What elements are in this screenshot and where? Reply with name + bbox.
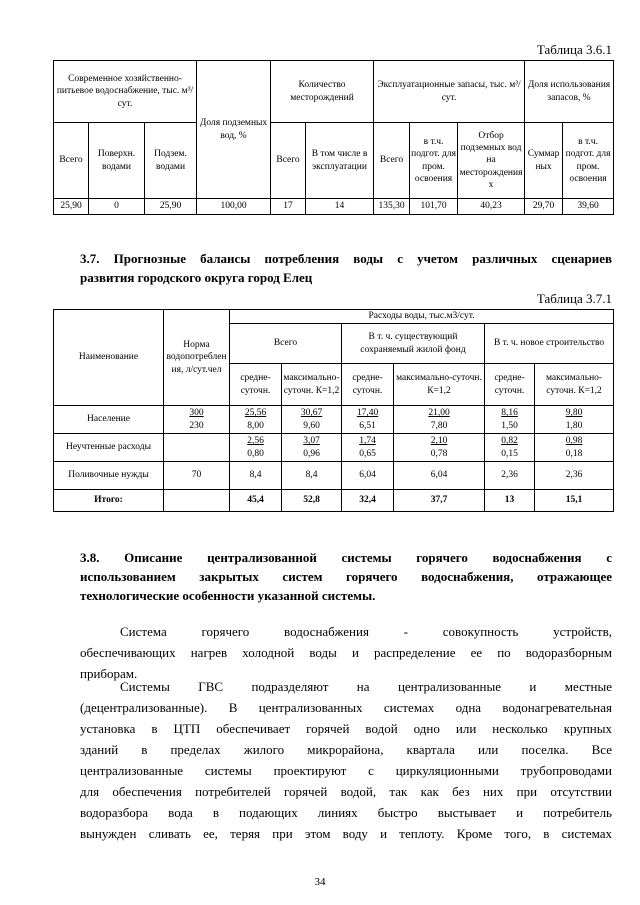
table-cell: 3,07 0,96 (282, 434, 342, 462)
subheader-cell: Отбор подземных вод на месторождениях (458, 123, 525, 199)
subheader-cell: Всего (374, 123, 410, 199)
text-line: зданий в пределах жилого микрорайона, квартала или поселка. Все (80, 742, 612, 757)
table-cell (164, 490, 230, 512)
heading-line: 3.7. Прогнозные балансы потребления воды с учетом различных сценариев (80, 251, 612, 266)
header-new-construction: В т. ч. новое строительство (485, 324, 614, 364)
row-name: Поливочные нужды (54, 462, 164, 490)
header-water-expenses: Расходы воды, тыс.м3/сут. (230, 310, 614, 324)
table-cell: 2,56 0,80 (230, 434, 282, 462)
table-cell: 8,4 (282, 462, 342, 490)
header-underground-share: Доля подземных вод, % (197, 61, 271, 199)
table-cell: 17,40 6,51 (342, 406, 394, 434)
header-daily-average: средне-суточн. (342, 364, 394, 406)
subheader-cell: в т.ч. подгот. для пром. освоения (410, 123, 458, 199)
table-cell: 29,70 (525, 199, 563, 215)
section-3-7-heading (80, 249, 612, 287)
header-daily-max: максимально-суточн. К=1,2 (282, 364, 342, 406)
header-reserves-usage: Доля использования запасов, % (525, 61, 614, 123)
table-cell: 25,90 (145, 199, 197, 215)
table-cell: 14 (306, 199, 374, 215)
row-name: Итого: (54, 490, 164, 512)
header-operational-reserves: Эксплуатационные запасы, тыс. м³/сут. (374, 61, 525, 123)
table-cell: 17 (271, 199, 306, 215)
table-row (54, 434, 614, 462)
table-cell: 0 (89, 199, 145, 215)
header-deposits-count: Количество месторождений (271, 61, 374, 123)
section-3-8-heading (80, 548, 612, 605)
table-row (54, 406, 614, 434)
table-cell: 101,70 (410, 199, 458, 215)
table-cell: 2,36 (485, 462, 535, 490)
heading-line: развития городского округа город Елец (80, 270, 313, 285)
table-cell: 39,60 (563, 199, 614, 215)
row-name: Население (54, 406, 164, 434)
header-daily-average: средне-суточн. (485, 364, 535, 406)
table-cell: 2,36 (535, 462, 614, 490)
text-line: приборам. (80, 666, 138, 681)
header-water-supply: Современное хозяйственно-питьевое водоснабжение, тыс. м³/сут. (54, 61, 197, 123)
table-cell: 8,16 1,50 (485, 406, 535, 434)
table-cell: 6,04 (342, 462, 394, 490)
table-row (54, 462, 614, 490)
table-cell: 25,90 (54, 199, 89, 215)
table-cell: 8,4 (230, 462, 282, 490)
page-number: 34 (314, 876, 326, 888)
text-line: централизованные системы проектируют с циркуляционными трубопроводами (80, 763, 612, 778)
table-cell: 37,7 (394, 490, 485, 512)
text-line: установка в ЦТП обеспечивает горячей водой одно или несколько крупных (80, 721, 612, 736)
header-daily-max: максимально-суточн. К=1,2 (394, 364, 485, 406)
table-cell: 40,23 (458, 199, 525, 215)
header-total: Всего (230, 324, 342, 364)
header-daily-average: средне-суточн. (230, 364, 282, 406)
table-3-7-1-caption: Таблица 3.7.1 (536, 291, 612, 306)
table-cell: 0,82 0,15 (485, 434, 535, 462)
text-line: обеспечивающих нагрев холодной воды и распределение ее по водоразборным (80, 645, 612, 660)
table-cell: 135,30 (374, 199, 410, 215)
heading-line: использованием закрытых систем горячего водоснабжения, отражающее (80, 569, 612, 584)
table-3-6-1-caption: Таблица 3.6.1 (536, 42, 612, 57)
table-cell: 32,4 (342, 490, 394, 512)
table-cell: 45,4 (230, 490, 282, 512)
table-total-row (54, 490, 614, 512)
text-line: Система горячего водоснабжения - совокупность устройств, (120, 624, 612, 639)
table-cell: 9,80 1,80 (535, 406, 614, 434)
text-line: вынужден сливать ее, теряя при этом воду и теплоту. Кроме того, в системах (80, 826, 612, 841)
subheader-cell: Всего (271, 123, 306, 199)
header-daily-max: максимально-суточн. К=1,2 (535, 364, 614, 406)
table-cell: 30,67 9,60 (282, 406, 342, 434)
table-cell: 6,04 (394, 462, 485, 490)
table-cell: 0,98 0,18 (535, 434, 614, 462)
subheader-cell: в т.ч. подгот. для пром. освоения (563, 123, 614, 199)
header-name: Наименование (54, 310, 164, 406)
subheader-cell: В том числе в эксплуатации (306, 123, 374, 199)
paragraph-hot-water-system (80, 621, 612, 684)
header-consumption-norm: Норма водопотребления, л/сут.чел (164, 310, 230, 406)
table-cell: 25,56 8,00 (230, 406, 282, 434)
header-existing-housing: В т. ч. существующий сохраняемый жилой фонд (342, 324, 485, 364)
heading-line: технологические особенности указанной системы. (80, 588, 376, 603)
table-cell: 300 230 (164, 406, 230, 434)
table-cell: 52,8 (282, 490, 342, 512)
heading-line: 3.8. Описание централизованной системы горячего водоснабжения с (80, 550, 612, 565)
table-cell: 2,10 0,78 (394, 434, 485, 462)
table-3-7-1 (53, 309, 614, 512)
text-line: для обеспечения потребителей горячей водой, так как без них при отсутствии (80, 784, 612, 799)
subheader-cell: Подзем. водами (145, 123, 197, 199)
table-3-6-1 (53, 60, 614, 215)
text-line: Системы ГВС подразделяют на централизованные и местные (120, 679, 612, 694)
table-cell: 70 (164, 462, 230, 490)
text-line: (децентрализованные). В централизованных системах одна водонагревательная (80, 700, 612, 715)
subheader-cell: Суммарных (525, 123, 563, 199)
text-line: водоразбора вода в подающих линиях быстро выстывает и потребитель (80, 805, 612, 820)
paragraph-dhw-systems (80, 676, 612, 844)
table-cell: 13 (485, 490, 535, 512)
table-cell: 21,00 7,80 (394, 406, 485, 434)
subheader-cell: Поверхн. водами (89, 123, 145, 199)
table-cell: 100,00 (197, 199, 271, 215)
subheader-cell: Всего (54, 123, 89, 199)
table-cell (164, 434, 230, 462)
row-name: Неучтенные расходы (54, 434, 164, 462)
table-cell: 15,1 (535, 490, 614, 512)
table-cell: 1,74 0,65 (342, 434, 394, 462)
